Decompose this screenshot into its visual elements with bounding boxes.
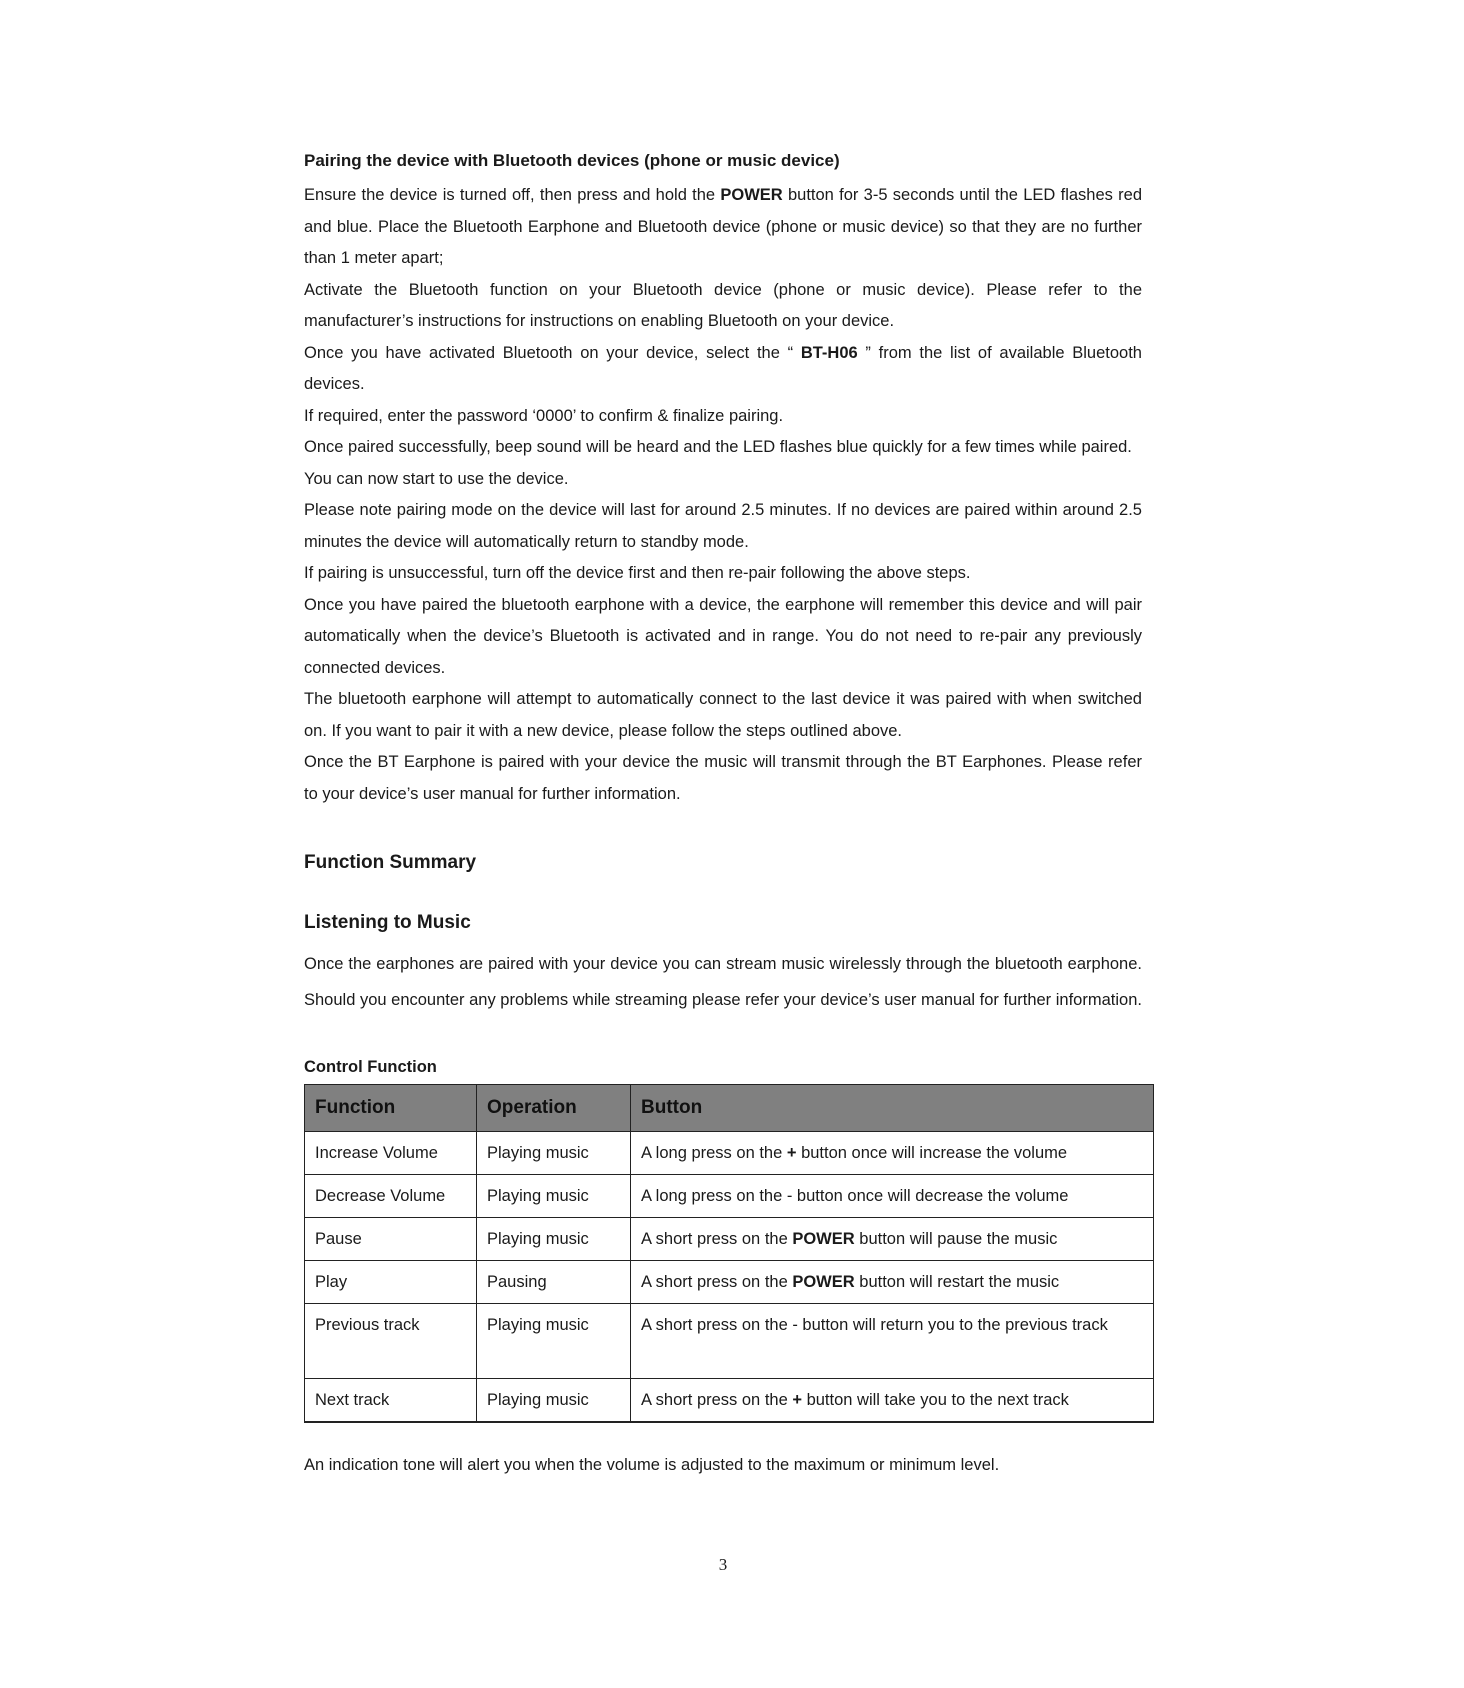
device-name: BT-H06 bbox=[793, 343, 866, 362]
cell-operation: Playing music bbox=[477, 1175, 631, 1218]
table-row bbox=[305, 1218, 1154, 1261]
page-number: 3 bbox=[718, 1555, 728, 1574]
cell-operation: Playing music bbox=[477, 1218, 631, 1261]
cell-operation: Pausing bbox=[477, 1261, 631, 1304]
function-summary-heading: Function Summary bbox=[304, 852, 477, 873]
cell-button: A short press on the POWER button will restart the music bbox=[631, 1261, 1154, 1304]
cell-operation: Playing music bbox=[477, 1379, 631, 1423]
pairing-heading: Pairing the device with Bluetooth devices (phone or music device) bbox=[304, 151, 840, 170]
cell-button: A short press on the POWER button will pause the music bbox=[631, 1218, 1154, 1261]
pairing-step-select: Once you have activated Bluetooth on your device, select the “ BT-H06 ” from the list of available Bluetooth devices. bbox=[304, 343, 1142, 393]
pairing-note-autoconnect: The bluetooth earphone will attempt to automatically connect to the last device it was paired with when switched on. If you want to pair it with a new device, please follow the steps outlined above. bbox=[304, 690, 1142, 740]
cell-operation: Playing music bbox=[477, 1304, 631, 1379]
table-header-row bbox=[305, 1085, 1154, 1132]
cell-operation: Playing music bbox=[477, 1132, 631, 1175]
cell-function: Pause bbox=[305, 1218, 477, 1261]
table-row bbox=[305, 1261, 1154, 1304]
listening-text: Once the earphones are paired with your device you can stream music wirelessly through the bluetooth earphone. Should you encounter any problems while streaming please refer your device’s user manual for further information. bbox=[304, 955, 1142, 1009]
cell-function: Play bbox=[305, 1261, 477, 1304]
cell-button: A short press on the + button will take you to the next track bbox=[631, 1379, 1154, 1423]
table-row bbox=[305, 1175, 1154, 1218]
listening-heading: Listening to Music bbox=[304, 912, 471, 933]
pairing-note-timeout: Please note pairing mode on the device will last for around 2.5 minutes. If no devices are paired within around 2.5 minutes the device will automatically return to standby mode. bbox=[304, 501, 1142, 551]
indication-tone-note: An indication tone will alert you when the volume is adjusted to the maximum or minimum level. bbox=[304, 1456, 1000, 1474]
cell-function: Decrease Volume bbox=[305, 1175, 477, 1218]
table-row bbox=[305, 1379, 1154, 1423]
pairing-step-success: Once paired successfully, beep sound will be heard and the LED flashes blue quickly for a few times while paired. bbox=[304, 438, 1132, 456]
cell-function: Previous track bbox=[305, 1304, 477, 1379]
cell-button: A long press on the - button once will decrease the volume bbox=[631, 1175, 1154, 1218]
pairing-note-unsuccessful: If pairing is unsuccessful, turn off the device first and then re-pair following the above steps. bbox=[304, 564, 971, 582]
control-function-table bbox=[304, 1084, 1154, 1423]
pairing-step-power: Ensure the device is turned off, then press and hold the POWER button for 3-5 seconds until the LED flashes red and blue. Place the Bluetooth Earphone and Bluetooth device (phone or music device) so that they are no further than 1 meter apart; bbox=[304, 186, 1143, 267]
header-operation: Operation bbox=[477, 1085, 631, 1132]
table-row bbox=[305, 1132, 1154, 1175]
control-function-caption: Control Function bbox=[304, 1058, 437, 1076]
cell-function: Increase Volume bbox=[305, 1132, 477, 1175]
document-page bbox=[304, 150, 1142, 1477]
header-button: Button bbox=[631, 1085, 1154, 1132]
cell-button: A long press on the + button once will increase the volume bbox=[631, 1132, 1154, 1175]
cell-button: A short press on the - button will return you to the previous track bbox=[631, 1304, 1154, 1379]
cell-function: Next track bbox=[305, 1379, 477, 1423]
pairing-step-activate: Activate the Bluetooth function on your Bluetooth device (phone or music device). Please refer to the manufacturer’s instructions for instructions on enabling Bluetooth on your device. bbox=[304, 280, 1142, 330]
pairing-step-password: If required, enter the password ‘0000’ to confirm & finalize pairing. bbox=[304, 406, 784, 425]
pairing-step-ready: You can now start to use the device. bbox=[304, 469, 569, 488]
table-row bbox=[305, 1304, 1154, 1379]
header-function: Function bbox=[305, 1085, 477, 1132]
pairing-note-remember: Once you have paired the bluetooth earphone with a device, the earphone will remember this device and will pair automatically when the device’s Bluetooth is activated and in range. You do not need to re-pair any previously connected devices. bbox=[304, 595, 1142, 677]
power-keyword: POWER bbox=[720, 186, 783, 204]
pairing-note-transmit: Once the BT Earphone is paired with your device the music will transmit through the BT Earphones. Please refer to your device’s user manual for further information. bbox=[304, 753, 1142, 803]
